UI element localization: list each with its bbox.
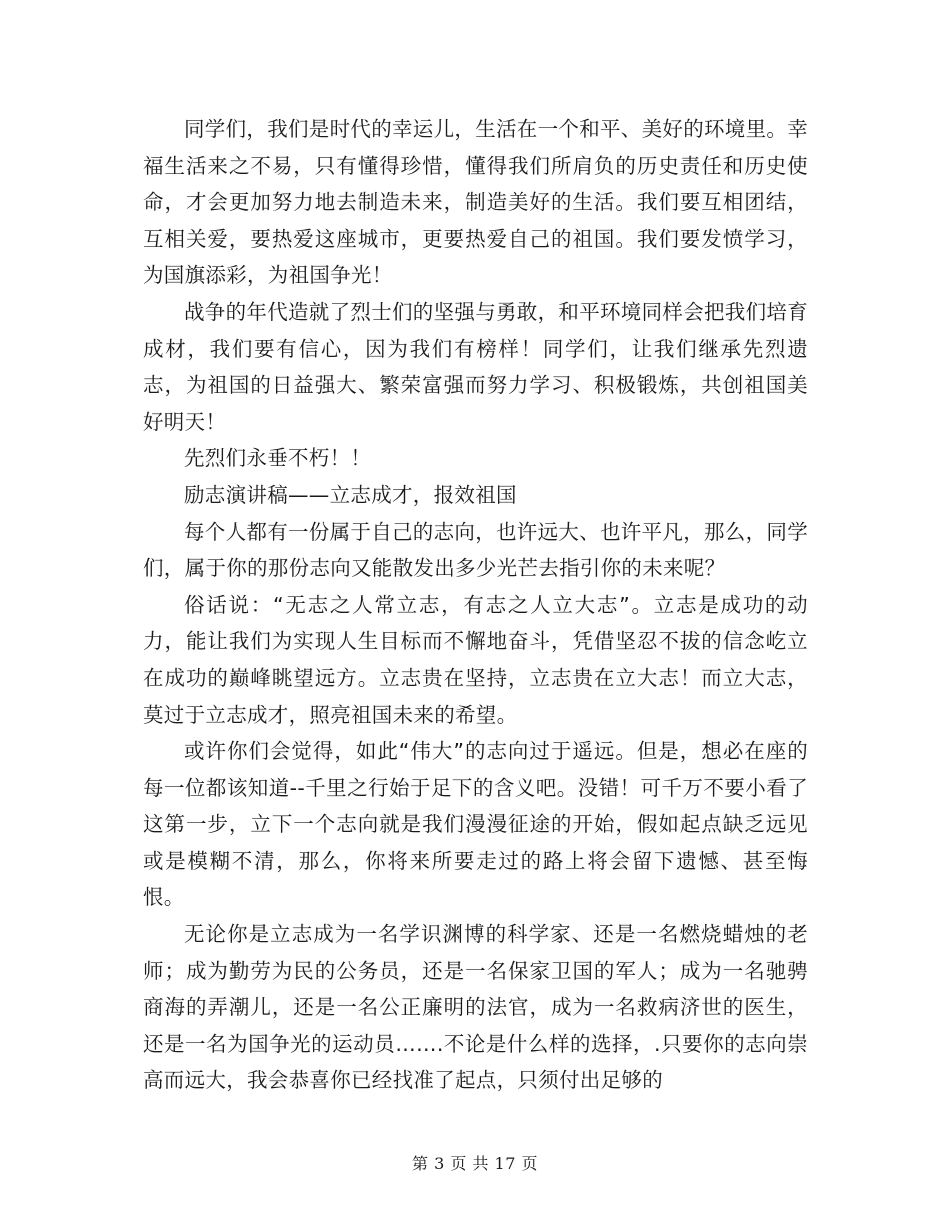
footer-suffix: 页 xyxy=(515,1154,538,1173)
paragraph: 无论你是立志成为一名学识渊博的科学家、还是一名燃烧蜡烛的老师；成为勤劳为民的公务员，还是一名保家卫国的军人；成为一名驰骋商海的弄潮儿，还是一名公正廉明的法官，成为一名救病济世的医生，还是一名为国争光的运动员…….不论是什么样的选择，.只要你的志向崇高而远大，我会恭喜你已经找准了起点，只须付出足够的 xyxy=(143,922,808,1093)
page-footer xyxy=(0,1152,950,1176)
section-heading: 励志演讲稿——立志成才，报效祖国 xyxy=(184,482,517,507)
paragraph: 俗话说：“无志之人常立志，有志之人立大志”。立志是成功的动力，能让我们为实现人生目标而不懈地奋斗，凭借坚忍不拔的信念屹立在成功的巅峰眺望远方。立志贵在坚持，立志贵在立大志！而立大志，莫过于立志成才，照亮祖国未来的希望。 xyxy=(143,592,808,727)
paragraph: 每个人都有一份属于自己的志向，也许远大、也许平凡，那么，同学们，属于你的那份志向又能散发出多少光芒去指引你的未来呢？ xyxy=(143,519,808,581)
paragraph: 或许你们会觉得，如此“伟大”的志向过于遥远。但是，想必在座的每一位都该知道--千里之行始于足下的含义吧。没错！可千万不要小看了这第一步，立下一个志向就是我们漫漫征途的开始，假如起点缺乏远见或是模糊不清，那么，你将来所要走过的路上将会留下遗憾、甚至悔恨。 xyxy=(143,739,808,910)
paragraph: 战争的年代造就了烈士们的坚强与勇敢，和平环境同样会把我们培育成材，我们要有信心，因为我们有榜样！同学们，让我们继承先烈遗志，为祖国的日益强大、繁荣富强而努力学习、积极锻炼，共创祖国美好明天！ xyxy=(143,299,808,434)
total-pages-number: 17 xyxy=(494,1154,516,1173)
body-text xyxy=(143,111,808,1099)
paragraph: 先烈们永垂不朽！！ xyxy=(184,446,372,471)
current-page-number: 3 xyxy=(434,1154,445,1173)
footer-mid: 页 共 xyxy=(444,1154,495,1173)
footer-prefix: 第 xyxy=(412,1154,435,1173)
paragraph: 同学们，我们是时代的幸运儿，生活在一个和平、美好的环境里。幸福生活来之不易，只有懂得珍惜，懂得我们所肩负的历史责任和历史使命，才会更加努力地去制造未来，制造美好的生活。我们要互相团结，互相关爱，要热爱这座城市，更要热爱自己的祖国。我们要发愤学习，为国旗添彩，为祖国争光！ xyxy=(143,117,808,288)
